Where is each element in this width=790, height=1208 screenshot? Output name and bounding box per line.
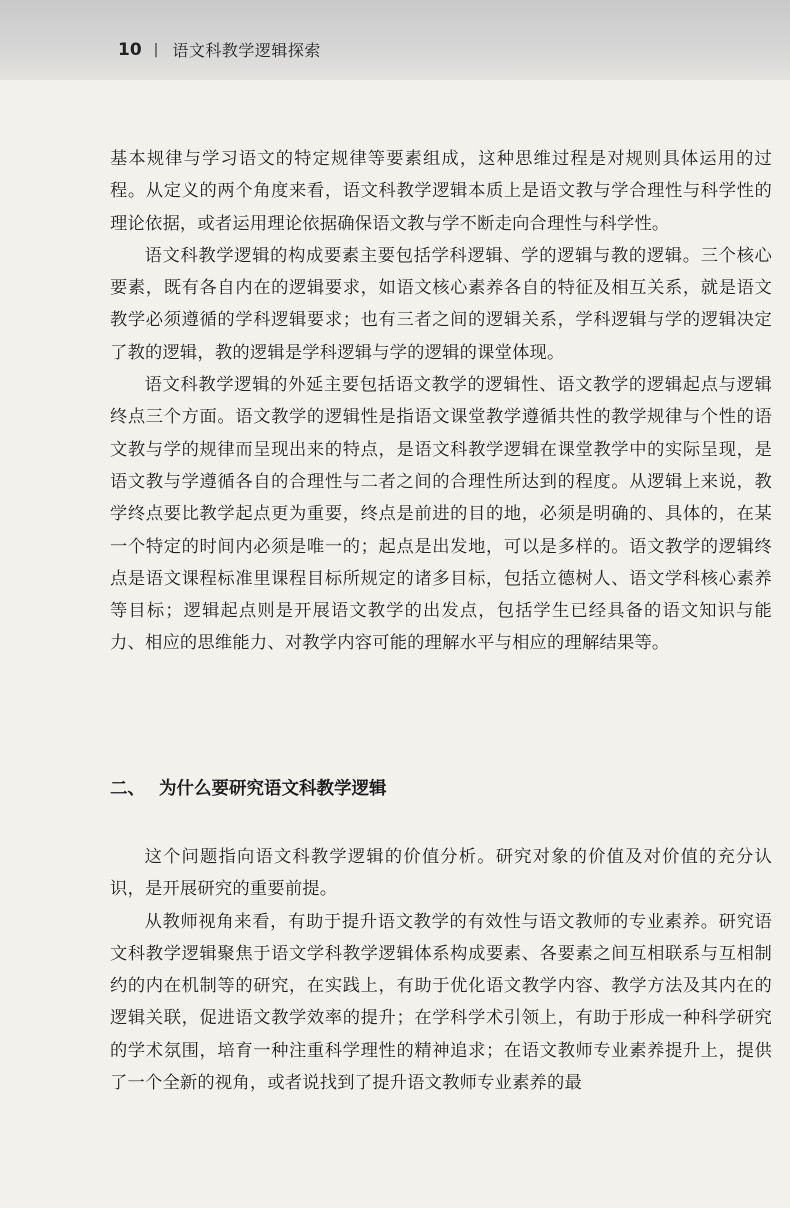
paragraph-continued: 基本规律与学习语文的特定规律等要素组成，这种思维过程是对规则具体运用的过程。从定义的两个角度来看，语文科教学逻辑本质上是语文教与学合理性与科学性的理论依据，或者运用理论依据确保语文教与学不断走向合理性与科学性。 <box>110 149 772 234</box>
header-separator: | <box>153 41 159 58</box>
book-title: 语文科教学逻辑探索 <box>172 41 321 60</box>
paragraph-extension: 语文科教学逻辑的外延主要包括语文教学的逻辑性、语文教学的逻辑起点与逻辑终点三个方面。语文教学的逻辑性是指语文课堂教学遵循共性的教学规律与个性的语文教与学的规律而呈现出来的特点，是语文科教学逻辑在课堂教学中的实际呈现，是语文教与学遵循各自的合理性与二者之间的合理性所达到的程度。从逻辑上来说，教学终点要比教学起点更为重要，终点是前进的目的地，必须是明确的、具体的，在某一个特定的时间内必须是唯一的；起点是出发地，可以是多样的。语文教学的逻辑终点是语文课程标准里课程目标所规定的诸多目标，包括立德树人、语文学科核心素养等目标；逻辑起点则是开展语文教学的出发点，包括学生已经具备的语文知识与能力、相应的思维能力、对教学内容可能的理解水平与相应的理解结果等。 <box>110 375 772 654</box>
paragraph-components: 语文科教学逻辑的构成要素主要包括学科逻辑、学的逻辑与教的逻辑。三个核心要素，既有各自内在的逻辑要求，如语文核心素养各自的特征及相互关系，就是语文教学必须遵循的学科逻辑要求；也有三者之间的逻辑关系，学科逻辑与学的逻辑决定了教的逻辑，教的逻辑是学科逻辑与学的逻辑的课堂体现。 <box>110 245 772 363</box>
page-number: 10 <box>118 39 142 60</box>
section-number: 二、 <box>110 779 145 799</box>
paragraph-teacher-perspective: 从教师视角来看，有助于提升语文教学的有效性与语文教师的专业素养。研究语文科教学逻辑聚焦于语文学科教学逻辑体系构成要素、各要素之间互相联系与互相制约的内在机制等的研究，在实践上，有助于优化语文教学内容、教学方法及其内在的逻辑关联，促进语文教学效率的提升；在学科学术引领上，有助于形成一种科学研究的学术氛围，培育一种注重科学理性的精神追求；在语文教师专业素养提升上，提供了一个全新的视角，或者说找到了提升语文教师专业素养的最 <box>110 911 772 1094</box>
section-heading <box>110 775 387 800</box>
body-text-top <box>110 143 772 660</box>
running-header <box>118 38 321 61</box>
section-title: 为什么要研究语文科教学逻辑 <box>159 779 387 799</box>
paragraph-value-intro: 这个问题指向语文科教学逻辑的价值分析。研究对象的价值及对价值的充分认识，是开展研究的重要前提。 <box>110 847 772 900</box>
body-text-bottom <box>110 841 772 1099</box>
